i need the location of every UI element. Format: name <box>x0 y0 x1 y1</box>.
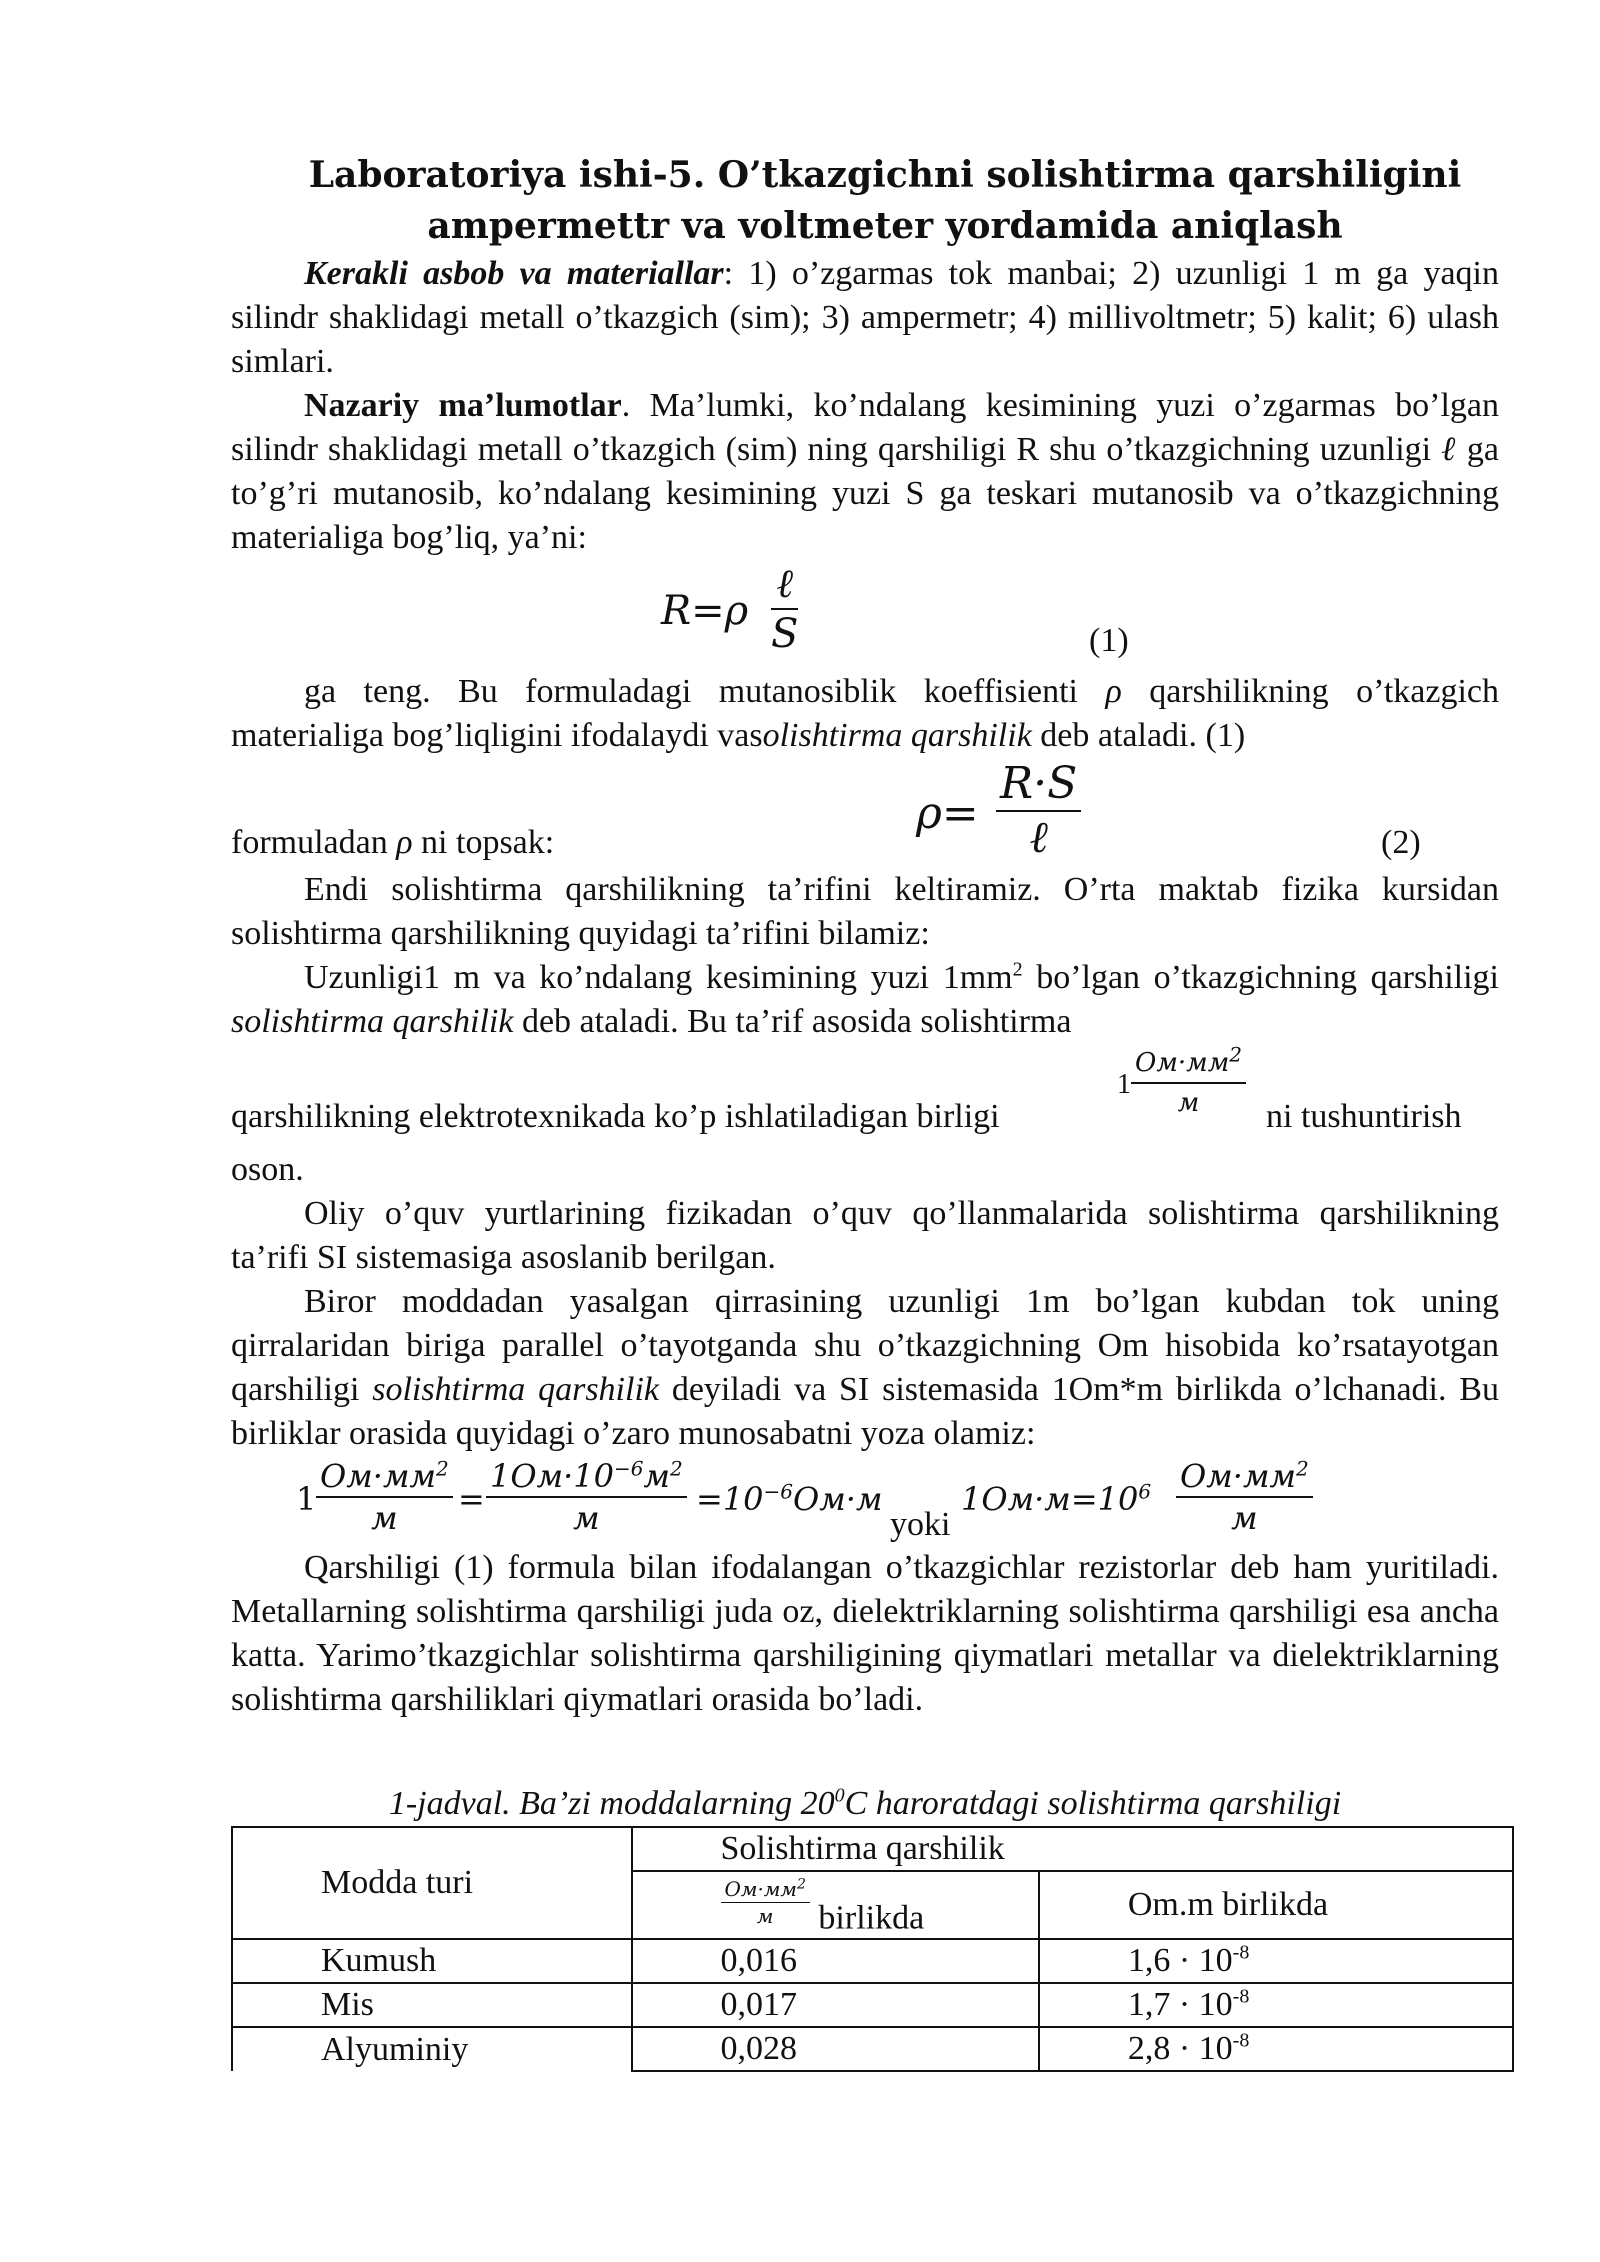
page-title <box>231 150 1499 252</box>
document-page <box>231 150 1499 2072</box>
title-line-1: Laboratoriya ishi-5. O’tkazgichni solishtirma qarshiligini <box>308 154 1462 196</box>
table-header-row <box>232 1827 1513 1871</box>
table-row: Kumush 0,016 $1,6 \cdot 10^{-8}$ <box>232 1939 1513 1983</box>
theory-paragraph: Nazariy ma’lumotlar. Ma’lumki, ko’ndalang kesimining yuzi o’zgarmas bo’lgan silindr shaklidagi metall o’tkazgich (sim) ning qarshiligi R shu o’tkazgichning uzunligi ℓ ga to’g’ri mutanosib, ko’ndalang kesimining yuzi S ga teskari mutanosib va o’tkazgichning materialiga bog’liq, ya’ni: <box>231 387 1499 556</box>
definition-paragraph: Uzunligi1 m va ko’ndalang kesimining yuzi $1mm^2$ bo’lgan o’tkazgichning qarshiligi solishtirma qarshilik deb ataladi. Bu ta’rif asosida solishtirma <box>231 958 1499 1040</box>
unit-line-continued: oson. <box>231 1151 304 1188</box>
header-unit-mm: $\frac{Ом\cdot мм^2}{м}$ birlikda <box>632 1871 1039 1939</box>
unit-fraction: 1 $\frac{Ом\cdot мм^2}{м}$ <box>1131 1044 1246 1122</box>
header-resistivity: Solishtirma qarshilik <box>632 1827 1514 1871</box>
table-caption: 1-jadval. Ba’zi moddalarning $20^0C$ haroratdagi solishtirma qarshiligi <box>388 1784 1342 1822</box>
formula-2-lead: formuladan ρ ni topsak: <box>231 824 555 861</box>
unit-line-text: qarshilikning elektrotexnikada ko’p ishlatiladigan birligi <box>231 1098 1000 1135</box>
resistors-paragraph: Qarshiligi (1) formula bilan ifodalangan o’tkazgichlar rezistorlar deb ham yuritiladi. Metallarning solishtirma qarshiligi juda oz, dielektriklarning solishtirma qarshiligi esa ancha katta. Yarimo’tkazgichlar solishtirma qarshiligining qiymatlari metallar va dielektriklarning solishtirma qarshiliklari qiymatlari orasida bo’ladi. <box>231 1549 1499 1718</box>
formula-2-number: (2) <box>1381 824 1421 861</box>
cube-paragraph: Biror moddadan yasalgan qirrasining uzunligi 1m bo’lgan kubdan tok uning qirralaridan biriga parallel o’tayotganda shu o’tkazgichning Om hisobida ko’rsatayotgan qarshiligi solishtirma qarshilik deyiladi va SI sistemasida 1Om*m birlikda o’lchanadi. Bu birliklar orasida quyidagi o’zaro munosabatni yoza olamiz: <box>231 1283 1499 1452</box>
materials-paragraph: Kerakli asbob va materiallar: 1) o’zgarmas tok manbai; 2) uzunligi 1 m ga yaqin silindr shaklidagi metall o’tkazgich (sim); 3) ampermetr; 4) millivoltmetr; 5) kalit; 6) ulash simlari. <box>231 255 1499 380</box>
unit-line-tail: ni tushuntirish <box>1266 1098 1462 1135</box>
resistivity-table <box>231 1826 1514 2072</box>
header-substance: Modda turi <box>232 1827 632 1939</box>
definition-intro-paragraph: Endi solishtirma qarshilikning ta’rifini keltiramiz. O’rta maktab fizika kursidan solishtirma qarshilikning quyidagi ta’rifini bilamiz: <box>231 871 1499 952</box>
after-formula-1-paragraph: ga teng. Bu formuladagi mutanosiblik koeffisienti ρ qarshilikning o’tkazgich materialiga bog’liqligini ifodalaydi vasolishtirma qarshilik deb ataladi. (1) <box>231 673 1499 754</box>
formula-2-lhs: ρ= <box>916 788 979 839</box>
si-paragraph: Oliy o’quv yurtlarining fizikadan o’quv qo’llanmalarida solishtirma qarshilikning ta’rifi SI sistemasiga asoslanib berilgan. <box>231 1195 1499 1276</box>
header-unit-om: Om.m birlikda <box>1039 1871 1513 1939</box>
formula-1-fraction: ℓ S <box>771 561 799 657</box>
formula-2-fraction: R·S ℓ <box>996 758 1081 864</box>
unit-conversion-equation: 1 $Ом\cdot мм^2$ м = $1Ом\cdot 10^{-6}м^2$ м $=10^{-6}Ом\cdot м$ yoki $1Ом\cdot м=10^6$ $Ом\cdot мм^2$ м <box>231 1456 1499 1546</box>
formula-1-number: (1) <box>1089 622 1129 659</box>
unit-line <box>231 1044 1499 1148</box>
formula-1-lhs: R=ρ <box>661 588 749 634</box>
table-row: Alyuminiy 0,028 $2,8 \cdot 10^{-8}$ <box>232 2027 1513 2071</box>
formula-2 <box>231 758 1499 868</box>
title-line-2: ampermettr va voltmeter yordamida aniqlash <box>427 205 1343 247</box>
formula-1 <box>231 560 1499 670</box>
table-row: Mis 0,017 $1,7 \cdot 10^{-8}$ <box>232 1983 1513 2027</box>
